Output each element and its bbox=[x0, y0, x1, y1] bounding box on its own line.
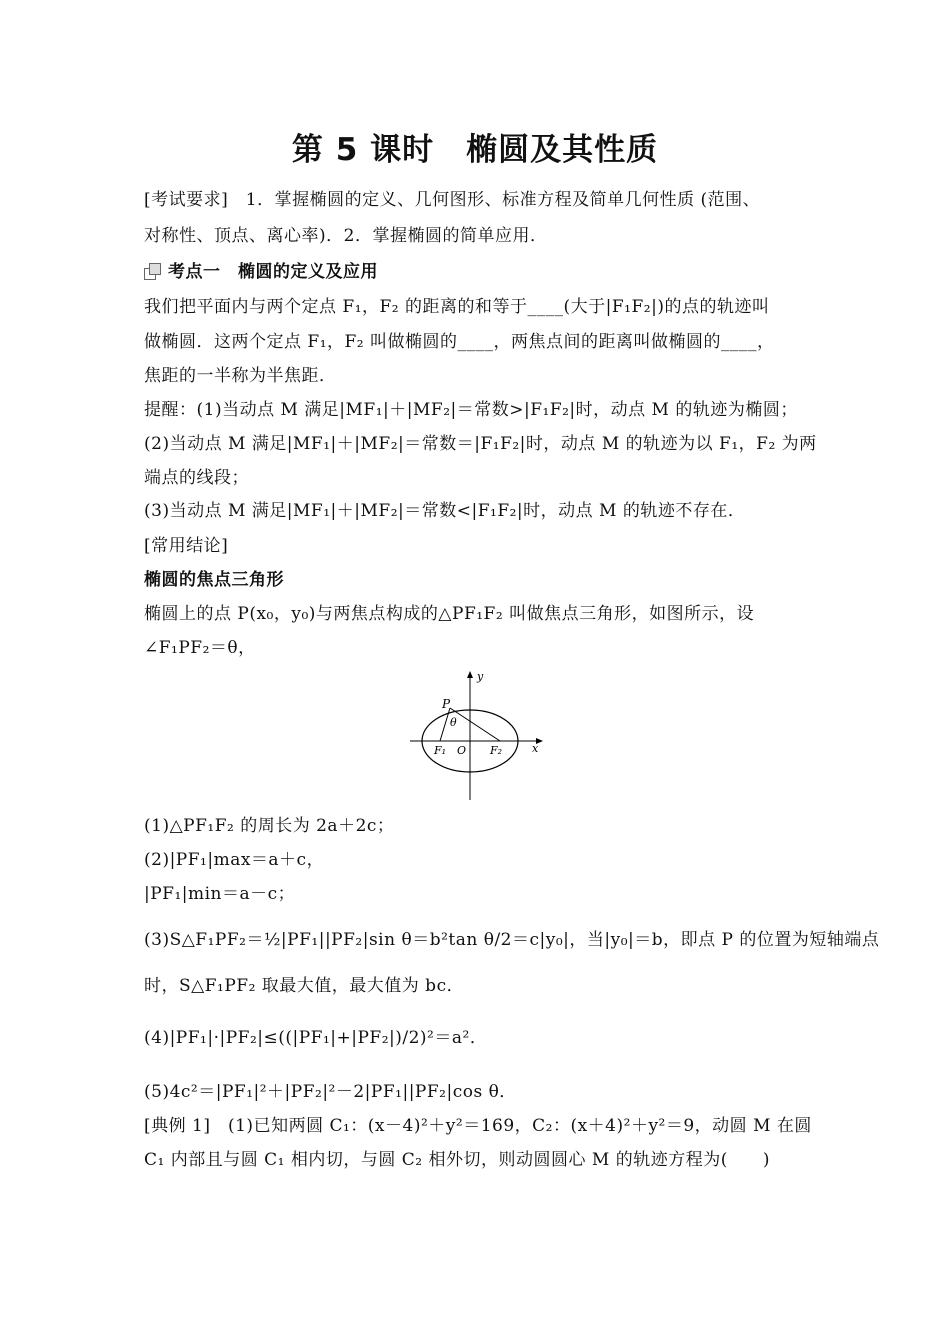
exam-requirement-line-2: 对称性、顶点、离心率)．2．掌握椭圆的简单应用． bbox=[144, 226, 548, 246]
property-3b: 时，S△F₁PF₂ 取最大值，最大值为 bc． bbox=[144, 976, 465, 996]
ellipse-figure bbox=[408, 668, 548, 803]
definition-line-1: 我们把平面内与两个定点 F₁，F₂ 的距离的和等于____(大于|F₁F₂|)的点的轨迹叫 bbox=[144, 297, 770, 317]
origin-label: O bbox=[457, 744, 467, 757]
focal-triangle-heading: 椭圆的焦点三角形 bbox=[144, 570, 284, 590]
reminder-line-2: (2)当动点 M 满足|MF₁|＋|MF₂|＝常数＝|F₁F₂|时，动点 M 的轨迹为以 F₁，F₂ 为两 bbox=[144, 434, 817, 454]
reminder-line-1: 提醒：(1)当动点 M 满足|MF₁|＋|MF₂|＝常数>|F₁F₂|时，动点 M 的轨迹为椭圆； bbox=[144, 400, 798, 420]
exam-requirement-line-1: [考试要求] 1．掌握椭圆的定义、几何图形、标准方程及简单几何性质 (范围、 bbox=[144, 190, 761, 210]
section-heading-text: 考点一 椭圆的定义及应用 bbox=[168, 262, 378, 282]
section-heading bbox=[144, 260, 814, 284]
theta-label: θ bbox=[450, 716, 457, 729]
focal-triangle-line-1: 椭圆上的点 P(x₀，y₀)与两焦点构成的△PF₁F₂ 叫做焦点三角形，如图所示，设 bbox=[144, 604, 755, 624]
y-axis-arrow bbox=[467, 671, 473, 678]
property-2b: |PF₁|min＝a－c； bbox=[144, 884, 296, 904]
example-line-2: C₁ 内部且与圆 C₁ 相内切，与圆 C₂ 相外切，则动圆圆心 M 的轨迹方程为( ) bbox=[144, 1150, 770, 1170]
reminder-line-4: (3)当动点 M 满足|MF₁|＋|MF₂|＝常数<|F₁F₂|时，动点 M 的轨迹不存在． bbox=[144, 501, 746, 521]
f2-label: F₂ bbox=[490, 744, 503, 757]
example-line-1: [典例 1] (1)已知两圆 C₁：(x－4)²＋y²＝169，C₂：(x＋4)²＋y²＝9，动圆 M 在圆 bbox=[144, 1116, 812, 1136]
f1-label: F₁ bbox=[434, 744, 447, 757]
property-3a: (3)S△F₁PF₂＝½|PF₁||PF₂|sin θ＝b²tan θ/2＝c|y₀|，当|y₀|＝b，即点 P 的位置为短轴端点 bbox=[144, 930, 880, 950]
reminder-line-3: 端点的线段； bbox=[144, 468, 249, 488]
focal-triangle-line-2: ∠F₁PF₂＝θ， bbox=[144, 638, 256, 658]
y-label: y bbox=[477, 670, 484, 683]
property-2a: (2)|PF₁|max＝a＋c， bbox=[144, 850, 325, 870]
property-5: (5)4c²＝|PF₁|²＋|PF₂|²－2|PF₁||PF₂|cos θ． bbox=[144, 1082, 517, 1102]
x-label: x bbox=[532, 742, 539, 755]
point-p-label: P bbox=[442, 697, 451, 711]
section-icon bbox=[144, 263, 162, 281]
property-4: (4)|PF₁|·|PF₂|≤((|PF₁|+|PF₂|)/2)²＝a²． bbox=[144, 1028, 488, 1048]
conclusion-heading: [常用结论] bbox=[144, 536, 229, 556]
property-1: (1)△PF₁F₂ 的周长为 2a＋2c； bbox=[144, 816, 395, 836]
definition-line-3: 焦距的一半称为半焦距． bbox=[144, 366, 337, 386]
definition-line-2: 做椭圆．这两个定点 F₁，F₂ 叫做椭圆的____，两焦点间的距离叫做椭圆的____， bbox=[144, 332, 775, 352]
page-title: 第 5 课时 椭圆及其性质 bbox=[291, 132, 659, 168]
segment-pf1 bbox=[440, 708, 450, 741]
